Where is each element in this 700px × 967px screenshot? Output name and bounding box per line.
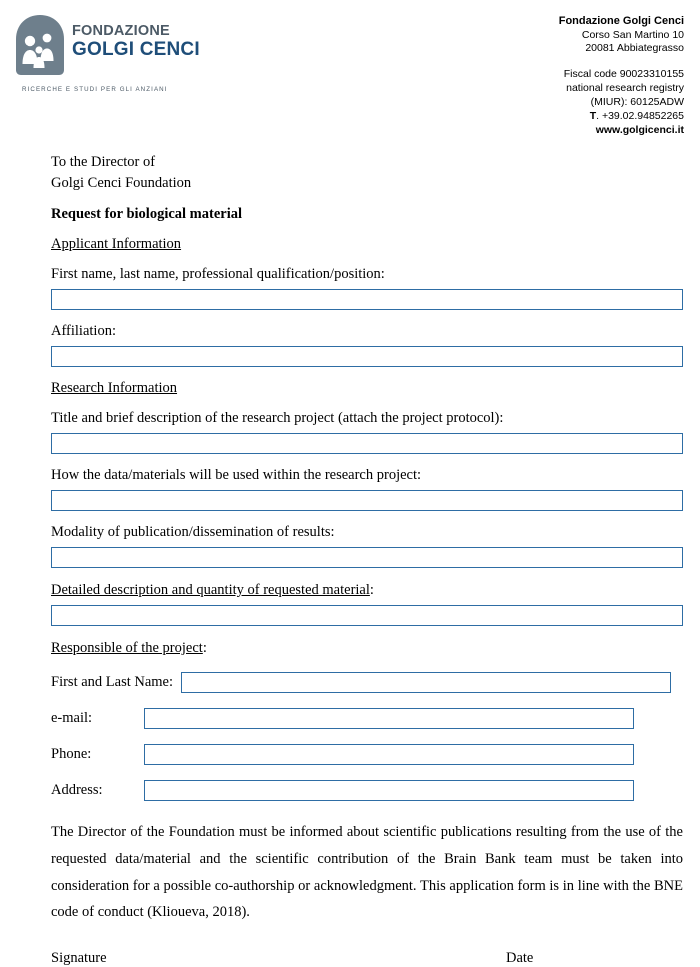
org-website[interactable]: www.golgicenci.it: [595, 123, 684, 136]
addressee-line-1: To the Director of: [51, 154, 156, 170]
label-responsible-name: First and Last Name:: [51, 674, 174, 691]
label-material-description-tail: :: [369, 582, 374, 599]
logo-tagline: RICERCHE E STUDI PER GLI ANZIANI: [22, 86, 168, 93]
label-name-qualification: First name, last name, professional qualification/position:: [51, 266, 385, 283]
document-body: [51, 152, 685, 967]
signature-label: Signature: [51, 950, 107, 967]
org-spacer: [559, 56, 684, 68]
input-name-qualification[interactable]: [51, 289, 683, 310]
label-material-description-underlined: Detailed description and quantity of requested material: [51, 582, 370, 599]
label-data-use: How the data/materials will be used within the research project:: [51, 467, 422, 484]
logo-wordmark: [72, 24, 212, 61]
label-affiliation: Affiliation:: [51, 323, 116, 340]
label-responsible-email: e-mail:: [51, 710, 93, 727]
org-fiscal-code: Fiscal code 90023310155: [563, 68, 684, 81]
logo-line-golgi-cenci: GOLGI CENCI: [72, 39, 200, 61]
org-phone-label: T: [589, 109, 597, 122]
signature-row: [51, 950, 685, 967]
org-name: Fondazione Golgi Cenci: [558, 15, 684, 27]
input-responsible-phone[interactable]: [144, 744, 634, 765]
logo-line-fondazione: FONDAZIONE: [72, 23, 170, 39]
org-registry: national research registry: [566, 82, 684, 95]
date-label: Date: [506, 950, 534, 967]
org-address-line-1: Corso San Martino 10: [581, 28, 684, 41]
org-registry-code: (MIUR): 60125ADW: [590, 95, 684, 108]
input-project-title[interactable]: [51, 433, 683, 454]
page-title: Request for biological material: [51, 206, 243, 223]
notice-paragraph: The Director of the Foundation must be informed about scientific publications resulting from the use of the requested data/material and the scientific contribution of the Brain Bank team must be taken into consideration for a possible co-authorship or acknowledgment. This application form is in line with the BNE code of conduct (Klioueva, 2018).: [51, 824, 683, 921]
section-research-information: Research Information: [51, 380, 178, 397]
org-phone-value: . +39.02.94852265: [596, 109, 684, 122]
input-material-description[interactable]: [51, 605, 683, 626]
section-responsible-tail: :: [202, 640, 207, 657]
input-responsible-email[interactable]: [144, 708, 634, 729]
document-header: [0, 0, 700, 150]
label-responsible-address: Address:: [51, 782, 103, 799]
label-publication-modality: Modality of publication/dissemination of results:: [51, 524, 335, 541]
row-responsible-name: [51, 672, 685, 693]
label-material-description: [51, 582, 685, 599]
org-address-line-2: 20081 Abbiategrasso: [585, 42, 684, 55]
input-data-use[interactable]: [51, 490, 683, 511]
foundation-logo: [14, 14, 214, 106]
label-responsible-phone: Phone:: [51, 746, 92, 763]
addressee-line-2: Golgi Cenci Foundation: [51, 175, 192, 192]
input-responsible-address[interactable]: [144, 780, 634, 801]
row-responsible-address: [51, 780, 685, 801]
section-responsible-of-project: [51, 640, 685, 657]
label-project-title: Title and brief description of the research project (attach the project protocol):: [51, 410, 504, 427]
input-affiliation[interactable]: [51, 346, 683, 367]
row-responsible-email: [51, 708, 685, 729]
section-responsible-underlined: Responsible of the project: [51, 640, 203, 657]
input-responsible-name[interactable]: [181, 672, 671, 693]
organization-contact-block: [559, 14, 684, 138]
input-publication-modality[interactable]: [51, 547, 683, 568]
row-responsible-phone: [51, 744, 685, 765]
org-phone-row: [559, 110, 684, 124]
section-applicant-information: Applicant Information: [51, 236, 182, 253]
logo-mark-icon: [14, 14, 66, 76]
